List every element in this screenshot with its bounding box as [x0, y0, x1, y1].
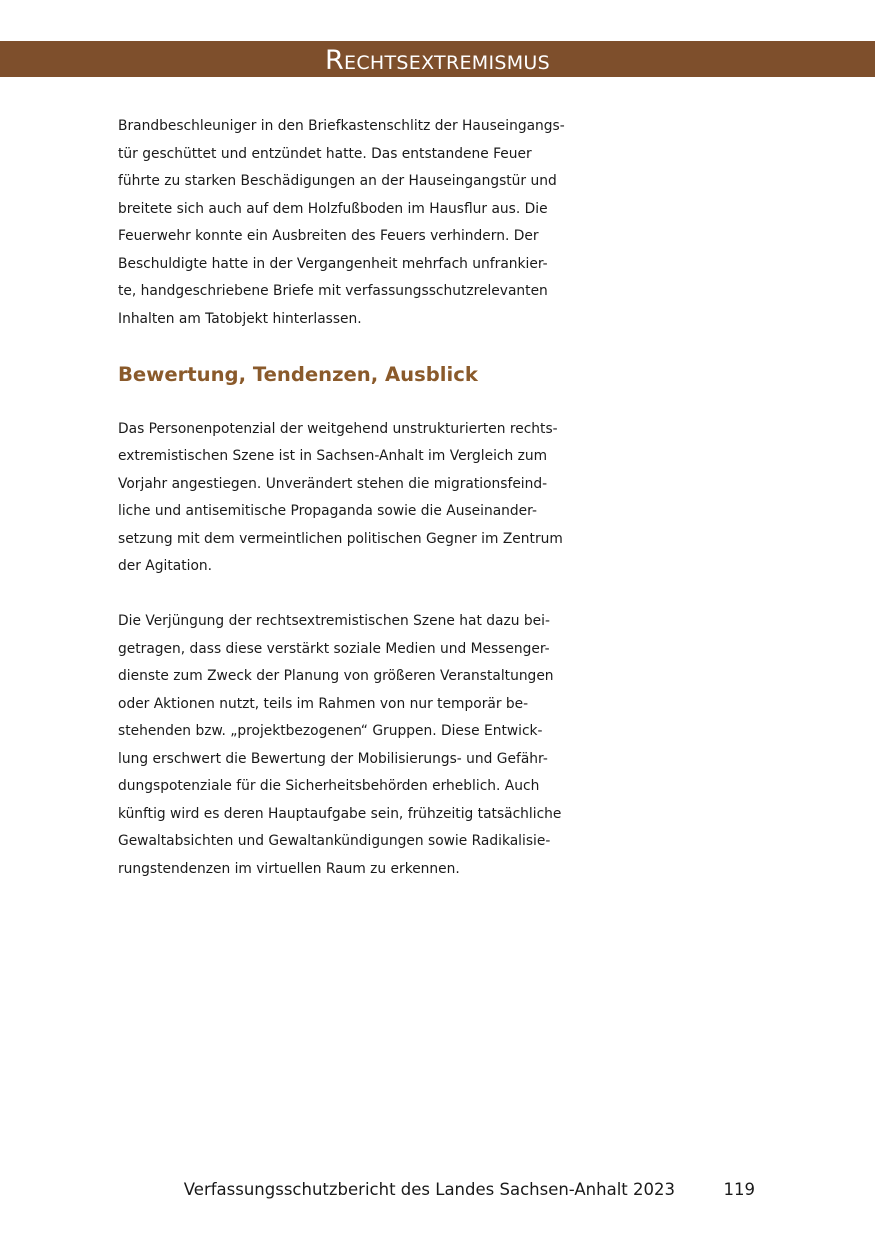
page-content — [118, 113, 768, 883]
text-line: lung erschwert die Bewertung der Mobilisierungs- und Gefähr- — [118, 750, 548, 767]
text-line: Gewaltabsichten und Gewaltankündigungen sowie Radikalisie- — [118, 833, 551, 849]
section-header-bar — [0, 41, 875, 77]
text-line: setzung mit dem vermeintlichen politischen Gegner im Zentrum — [118, 530, 563, 547]
text-line: dienste zum Zweck der Planung von größeren Veranstaltungen — [118, 668, 554, 684]
text-line: Vorjahr angestiegen. Unverändert stehen die migrationsfeind- — [118, 475, 548, 492]
text-line: getragen, dass diese verstärkt soziale Medien und Messenger- — [118, 640, 550, 657]
publication-title: Verfassungsschutzbericht des Landes Sachsen-Anhalt 2023 — [183, 1180, 675, 1199]
text-line: liche und antisemitische Propaganda sowie die Auseinander- — [118, 503, 537, 519]
text-line: breitete sich auch auf dem Holzfußboden im Hausflur aus. Die — [118, 200, 548, 217]
text-line: oder Aktionen nutzt, teils im Rahmen von nur temporär be- — [118, 695, 529, 712]
text-line: stehenden bzw. „projektbezogenen“ Gruppen. Diese Entwick- — [118, 723, 543, 739]
text-line: Brandbeschleuniger in den Briefkastenschlitz der Hauseingangs- — [118, 118, 565, 134]
text-line: extremistischen Szene ist in Sachsen-Anhalt im Vergleich zum — [118, 448, 548, 464]
text-line: te, handgeschriebene Briefe mit verfassungsschutzrelevanten — [118, 283, 548, 299]
text-line: künftig wird es deren Hauptaufgabe sein, frühzeitig tatsächliche — [118, 805, 562, 822]
text-line: Beschuldigte hatte in der Vergangenheit mehrfach unfrankier- — [118, 255, 548, 272]
text-line: der Agitation. — [118, 558, 213, 574]
subsection-heading: Bewertung, Tendenzen, Ausblick — [118, 362, 478, 386]
paragraph-2 — [118, 416, 768, 581]
text-line: führte zu starken Beschädigungen an der Hauseingangstür und — [118, 173, 557, 189]
paragraph-3 — [118, 608, 768, 883]
text-line: Das Personenpotenzial der weitgehend unstrukturierten rechts- — [118, 420, 558, 437]
text-line: tür geschüttet und entzündet hatte. Das entstandene Feuer — [118, 145, 532, 162]
page-number: 119 — [723, 1180, 755, 1199]
text-line: Feuerwehr konnte ein Ausbreiten des Feuers verhindern. Der — [118, 228, 539, 244]
text-line: rungstendenzen im virtuellen Raum zu erkennen. — [118, 860, 460, 877]
text-line: dungspotenziale für die Sicherheitsbehörden erheblich. Auch — [118, 778, 540, 794]
section-title: Rechtsextremismus — [324, 45, 550, 76]
text-line: Inhalten am Tatobjekt hinterlassen. — [118, 310, 362, 327]
paragraph-1 — [118, 113, 768, 333]
text-line: Die Verjüngung der rechtsextremistischen Szene hat dazu bei- — [118, 613, 550, 629]
page-footer — [0, 1180, 875, 1206]
